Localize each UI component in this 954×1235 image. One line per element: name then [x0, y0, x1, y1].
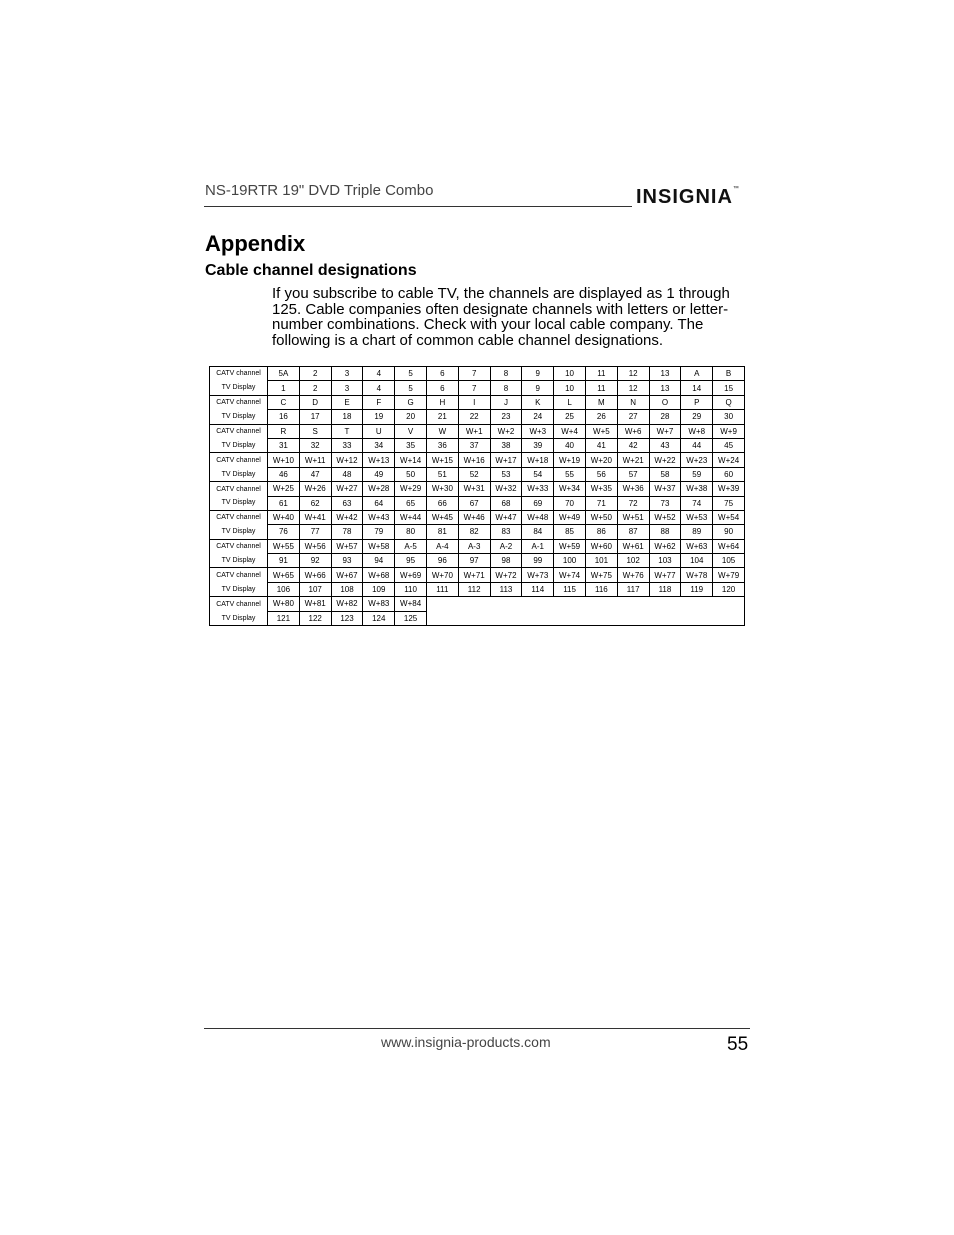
tv-display-cell: 109: [363, 582, 395, 596]
tv-display-cell: 45: [713, 438, 745, 452]
tv-display-cell: 76: [268, 525, 300, 539]
tv-display-cell: 35: [395, 438, 427, 452]
catv-row: [210, 453, 745, 467]
catv-channel-cell: W+51: [617, 510, 649, 524]
tv-display-cell: 17: [299, 410, 331, 424]
catv-channel-cell: 10: [554, 367, 586, 381]
tv-display-cell: 1: [268, 381, 300, 395]
tv-display-cell: 125: [395, 611, 427, 625]
tv-display-cell: 30: [713, 410, 745, 424]
catv-channel-cell: W+44: [395, 510, 427, 524]
catv-channel-cell: S: [299, 424, 331, 438]
tv-display-cell: 78: [331, 525, 363, 539]
tv-display-row: [210, 467, 745, 481]
tv-display-cell: 60: [713, 467, 745, 481]
catv-channel-cell: C: [268, 395, 300, 409]
catv-channel-cell: W+17: [490, 453, 522, 467]
tv-display-cell: 115: [554, 582, 586, 596]
tv-display-cell: 48: [331, 467, 363, 481]
catv-channel-cell: W+45: [426, 510, 458, 524]
tv-display-cell: 114: [522, 582, 554, 596]
tv-row-label: TV Display: [210, 611, 268, 625]
catv-channel-cell: W+41: [299, 510, 331, 524]
catv-channel-cell: U: [363, 424, 395, 438]
catv-channel-cell: W+78: [681, 568, 713, 582]
tv-display-cell: 51: [426, 467, 458, 481]
tv-display-cell: 90: [713, 525, 745, 539]
catv-channel-cell: A: [681, 367, 713, 381]
tv-display-cell: 74: [681, 496, 713, 510]
catv-channel-cell: H: [426, 395, 458, 409]
catv-row: [210, 367, 745, 381]
catv-row-label: CATV channel: [210, 568, 268, 582]
tv-display-cell: 65: [395, 496, 427, 510]
catv-channel-cell: A-4: [426, 539, 458, 553]
tv-row-label: TV Display: [210, 381, 268, 395]
catv-channel-cell: W+29: [395, 482, 427, 496]
catv-channel-cell: W+6: [617, 424, 649, 438]
tv-display-cell: 42: [617, 438, 649, 452]
catv-channel-cell: B: [713, 367, 745, 381]
catv-channel-cell: W+11: [299, 453, 331, 467]
catv-channel-cell: W+33: [522, 482, 554, 496]
tv-display-cell: 10: [554, 381, 586, 395]
catv-channel-cell: A-1: [522, 539, 554, 553]
catv-row: [210, 568, 745, 582]
tv-display-row: [210, 525, 745, 539]
tv-row-label: TV Display: [210, 496, 268, 510]
catv-channel-cell: W+81: [299, 597, 331, 611]
tv-display-cell: 82: [458, 525, 490, 539]
tv-display-cell: 79: [363, 525, 395, 539]
catv-channel-cell: W+32: [490, 482, 522, 496]
tv-display-cell: 117: [617, 582, 649, 596]
tv-display-cell: 64: [363, 496, 395, 510]
catv-channel-cell: 2: [299, 367, 331, 381]
tv-display-cell: 33: [331, 438, 363, 452]
catv-channel-cell: W+69: [395, 568, 427, 582]
catv-channel-cell: W+22: [649, 453, 681, 467]
tv-display-cell: 59: [681, 467, 713, 481]
catv-channel-cell: W+20: [585, 453, 617, 467]
tv-display-cell: 95: [395, 554, 427, 568]
tv-display-row: [210, 554, 745, 568]
catv-channel-cell: W+37: [649, 482, 681, 496]
catv-channel-cell: O: [649, 395, 681, 409]
document-title: NS-19RTR 19" DVD Triple Combo: [205, 182, 434, 199]
tv-display-cell: 63: [331, 496, 363, 510]
catv-channel-cell: 13: [649, 367, 681, 381]
tv-display-row: [210, 582, 745, 596]
catv-channel-cell: J: [490, 395, 522, 409]
catv-channel-cell: 5A: [268, 367, 300, 381]
tv-display-cell: 121: [268, 611, 300, 625]
catv-channel-cell: W+16: [458, 453, 490, 467]
catv-channel-cell: W+75: [585, 568, 617, 582]
tv-display-cell: 34: [363, 438, 395, 452]
catv-channel-cell: W+74: [554, 568, 586, 582]
tv-display-cell: 16: [268, 410, 300, 424]
catv-channel-cell: W+38: [681, 482, 713, 496]
tv-display-cell: 21: [426, 410, 458, 424]
tv-display-row: [210, 438, 745, 452]
tv-row-label: TV Display: [210, 525, 268, 539]
catv-channel-cell: 3: [331, 367, 363, 381]
catv-channel-cell: W+19: [554, 453, 586, 467]
tv-display-cell: 27: [617, 410, 649, 424]
catv-channel-cell: W+15: [426, 453, 458, 467]
catv-channel-cell: W+84: [395, 597, 427, 611]
catv-channel-cell: W+56: [299, 539, 331, 553]
tv-display-cell: 32: [299, 438, 331, 452]
catv-channel-cell: W+13: [363, 453, 395, 467]
tv-display-cell: 56: [585, 467, 617, 481]
tv-display-cell: 88: [649, 525, 681, 539]
tv-row-label: TV Display: [210, 410, 268, 424]
tv-display-cell: 80: [395, 525, 427, 539]
catv-channel-cell: W+50: [585, 510, 617, 524]
catv-channel-cell: 12: [617, 367, 649, 381]
tv-display-cell: 26: [585, 410, 617, 424]
tv-display-cell: 53: [490, 467, 522, 481]
catv-channel-cell: W: [426, 424, 458, 438]
catv-channel-cell: W+58: [363, 539, 395, 553]
catv-channel-cell: A-5: [395, 539, 427, 553]
tv-row-label: TV Display: [210, 582, 268, 596]
tv-display-cell: 13: [649, 381, 681, 395]
catv-channel-cell: W+39: [713, 482, 745, 496]
catv-channel-cell: V: [395, 424, 427, 438]
tv-display-cell: 99: [522, 554, 554, 568]
tv-display-cell: 108: [331, 582, 363, 596]
tv-display-cell: 110: [395, 582, 427, 596]
catv-channel-cell: W+30: [426, 482, 458, 496]
footer-divider: [204, 1028, 750, 1029]
tv-display-cell: 19: [363, 410, 395, 424]
catv-channel-cell: 5: [395, 367, 427, 381]
catv-row-label: CATV channel: [210, 453, 268, 467]
catv-channel-cell: G: [395, 395, 427, 409]
tv-display-cell: 6: [426, 381, 458, 395]
header-divider: [204, 206, 632, 207]
trademark-mark: ™: [732, 186, 739, 192]
catv-channel-cell: W+47: [490, 510, 522, 524]
catv-channel-cell: W+60: [585, 539, 617, 553]
tv-display-cell: 85: [554, 525, 586, 539]
catv-channel-cell: A-3: [458, 539, 490, 553]
tv-display-cell: 118: [649, 582, 681, 596]
tv-display-cell: 36: [426, 438, 458, 452]
catv-channel-cell: P: [681, 395, 713, 409]
tv-display-cell: 71: [585, 496, 617, 510]
catv-channel-cell: W+52: [649, 510, 681, 524]
catv-channel-cell: W+31: [458, 482, 490, 496]
tv-display-cell: 12: [617, 381, 649, 395]
catv-row-label: CATV channel: [210, 482, 268, 496]
tv-display-cell: 122: [299, 611, 331, 625]
tv-display-row: [210, 381, 745, 395]
catv-channel-cell: 11: [585, 367, 617, 381]
catv-channel-cell: W+54: [713, 510, 745, 524]
tv-display-cell: 75: [713, 496, 745, 510]
catv-channel-cell: L: [554, 395, 586, 409]
catv-row-label: CATV channel: [210, 597, 268, 611]
catv-channel-cell: W+24: [713, 453, 745, 467]
tv-display-cell: 62: [299, 496, 331, 510]
tv-display-cell: 22: [458, 410, 490, 424]
tv-display-cell: 14: [681, 381, 713, 395]
tv-display-cell: 11: [585, 381, 617, 395]
tv-display-cell: 44: [681, 438, 713, 452]
tv-display-cell: 116: [585, 582, 617, 596]
cable-channel-table: [209, 366, 745, 626]
catv-channel-cell: W+57: [331, 539, 363, 553]
tv-display-cell: 55: [554, 467, 586, 481]
catv-row: [210, 395, 745, 409]
tv-display-cell: 104: [681, 554, 713, 568]
tv-display-cell: 87: [617, 525, 649, 539]
tv-display-cell: 124: [363, 611, 395, 625]
tv-display-cell: 120: [713, 582, 745, 596]
catv-channel-cell: W+12: [331, 453, 363, 467]
catv-row-label: CATV channel: [210, 367, 268, 381]
footer-url: www.insignia-products.com: [381, 1034, 551, 1050]
catv-channel-cell: W+42: [331, 510, 363, 524]
tv-display-cell: 77: [299, 525, 331, 539]
catv-channel-cell: W+3: [522, 424, 554, 438]
catv-channel-cell: 8: [490, 367, 522, 381]
tv-display-cell: 68: [490, 496, 522, 510]
tv-display-cell: 91: [268, 554, 300, 568]
catv-channel-cell: W+62: [649, 539, 681, 553]
catv-channel-cell: M: [585, 395, 617, 409]
catv-channel-cell: W+55: [268, 539, 300, 553]
tv-display-cell: 119: [681, 582, 713, 596]
catv-channel-cell: I: [458, 395, 490, 409]
tv-display-cell: 39: [522, 438, 554, 452]
catv-channel-cell: T: [331, 424, 363, 438]
catv-channel-cell: W+61: [617, 539, 649, 553]
catv-channel-cell: W+7: [649, 424, 681, 438]
tv-display-cell: 49: [363, 467, 395, 481]
tv-row-label: TV Display: [210, 467, 268, 481]
tv-display-cell: 25: [554, 410, 586, 424]
tv-display-cell: 101: [585, 554, 617, 568]
tv-display-cell: 52: [458, 467, 490, 481]
catv-channel-cell: W+83: [363, 597, 395, 611]
catv-channel-cell: Q: [713, 395, 745, 409]
catv-row: [210, 597, 745, 611]
catv-channel-cell: W+82: [331, 597, 363, 611]
catv-channel-cell: 4: [363, 367, 395, 381]
catv-channel-cell: W+70: [426, 568, 458, 582]
tv-display-cell: 105: [713, 554, 745, 568]
tv-display-cell: 86: [585, 525, 617, 539]
page-heading: Appendix: [205, 231, 306, 256]
tv-display-cell: 102: [617, 554, 649, 568]
tv-display-cell: 66: [426, 496, 458, 510]
tv-display-cell: 46: [268, 467, 300, 481]
catv-channel-cell: W+63: [681, 539, 713, 553]
catv-channel-cell: W+68: [363, 568, 395, 582]
tv-display-cell: 15: [713, 381, 745, 395]
catv-row-label: CATV channel: [210, 424, 268, 438]
catv-channel-cell: W+8: [681, 424, 713, 438]
catv-channel-cell: W+76: [617, 568, 649, 582]
tv-display-cell: 70: [554, 496, 586, 510]
catv-channel-cell: W+40: [268, 510, 300, 524]
tv-display-cell: 100: [554, 554, 586, 568]
tv-display-cell: 8: [490, 381, 522, 395]
tv-display-cell: 4: [363, 381, 395, 395]
catv-channel-cell: W+35: [585, 482, 617, 496]
tv-display-row: [210, 410, 745, 424]
tv-display-cell: 9: [522, 381, 554, 395]
catv-channel-cell: W+4: [554, 424, 586, 438]
catv-channel-cell: F: [363, 395, 395, 409]
tv-display-cell: 123: [331, 611, 363, 625]
tv-display-cell: 81: [426, 525, 458, 539]
catv-channel-cell: 6: [426, 367, 458, 381]
catv-row-label: CATV channel: [210, 510, 268, 524]
tv-display-cell: 7: [458, 381, 490, 395]
tv-display-cell: 106: [268, 582, 300, 596]
catv-channel-cell: W+48: [522, 510, 554, 524]
tv-display-cell: 38: [490, 438, 522, 452]
tv-display-cell: 67: [458, 496, 490, 510]
tv-display-cell: 28: [649, 410, 681, 424]
tv-row-label: TV Display: [210, 438, 268, 452]
section-heading: Cable channel designations: [205, 262, 417, 279]
catv-row: [210, 482, 745, 496]
tv-display-cell: 98: [490, 554, 522, 568]
tv-display-cell: 112: [458, 582, 490, 596]
channel-table-body: [210, 367, 745, 626]
tv-display-cell: 47: [299, 467, 331, 481]
catv-channel-cell: K: [522, 395, 554, 409]
catv-channel-cell: W+18: [522, 453, 554, 467]
tv-display-cell: 107: [299, 582, 331, 596]
catv-channel-cell: W+64: [713, 539, 745, 553]
tv-display-cell: 103: [649, 554, 681, 568]
tv-display-row: [210, 496, 745, 510]
catv-channel-cell: W+49: [554, 510, 586, 524]
catv-channel-cell: 7: [458, 367, 490, 381]
tv-display-cell: 18: [331, 410, 363, 424]
tv-display-cell: 43: [649, 438, 681, 452]
tv-display-cell: 92: [299, 554, 331, 568]
catv-channel-cell: W+80: [268, 597, 300, 611]
catv-channel-cell: W+43: [363, 510, 395, 524]
tv-display-cell: 31: [268, 438, 300, 452]
tv-display-cell: 94: [363, 554, 395, 568]
page-number: 55: [727, 1034, 749, 1055]
catv-channel-cell: W+21: [617, 453, 649, 467]
tv-display-cell: 69: [522, 496, 554, 510]
tv-display-cell: 83: [490, 525, 522, 539]
catv-channel-cell: R: [268, 424, 300, 438]
catv-channel-cell: W+23: [681, 453, 713, 467]
catv-channel-cell: N: [617, 395, 649, 409]
tv-display-cell: 29: [681, 410, 713, 424]
catv-channel-cell: W+71: [458, 568, 490, 582]
catv-channel-cell: E: [331, 395, 363, 409]
tv-display-cell: 5: [395, 381, 427, 395]
tv-display-cell: 41: [585, 438, 617, 452]
tv-display-cell: 73: [649, 496, 681, 510]
catv-channel-cell: W+14: [395, 453, 427, 467]
catv-channel-cell: W+79: [713, 568, 745, 582]
tv-display-cell: 58: [649, 467, 681, 481]
tv-display-cell: 24: [522, 410, 554, 424]
tv-display-cell: 93: [331, 554, 363, 568]
catv-channel-cell: W+1: [458, 424, 490, 438]
tv-display-cell: 54: [522, 467, 554, 481]
catv-channel-cell: W+65: [268, 568, 300, 582]
tv-display-cell: 40: [554, 438, 586, 452]
catv-channel-cell: W+59: [554, 539, 586, 553]
tv-display-cell: 96: [426, 554, 458, 568]
catv-channel-cell: W+66: [299, 568, 331, 582]
catv-channel-cell: W+34: [554, 482, 586, 496]
tv-display-cell: 3: [331, 381, 363, 395]
catv-channel-cell: D: [299, 395, 331, 409]
catv-channel-cell: 9: [522, 367, 554, 381]
catv-channel-cell: W+10: [268, 453, 300, 467]
catv-channel-cell: W+28: [363, 482, 395, 496]
tv-display-cell: 97: [458, 554, 490, 568]
catv-channel-cell: W+27: [331, 482, 363, 496]
catv-channel-cell: W+72: [490, 568, 522, 582]
tv-display-cell: 72: [617, 496, 649, 510]
catv-row-label: CATV channel: [210, 395, 268, 409]
catv-channel-cell: W+36: [617, 482, 649, 496]
tv-display-cell: 2: [299, 381, 331, 395]
logo-text: INSIGNIA: [636, 186, 733, 208]
catv-channel-cell: W+26: [299, 482, 331, 496]
catv-channel-cell: A-2: [490, 539, 522, 553]
tv-display-cell: 23: [490, 410, 522, 424]
tv-display-cell: 84: [522, 525, 554, 539]
intro-paragraph: If you subscribe to cable TV, the channels are displayed as 1 through 125. Cable companies often designate channels with letters or letter-number combinations. Check with your local cable company. The following is a chart of common cable channel designations.: [272, 285, 730, 349]
catv-channel-cell: W+5: [585, 424, 617, 438]
catv-channel-cell: W+73: [522, 568, 554, 582]
tv-display-cell: 111: [426, 582, 458, 596]
catv-channel-cell: W+25: [268, 482, 300, 496]
catv-channel-cell: W+9: [713, 424, 745, 438]
catv-channel-cell: W+77: [649, 568, 681, 582]
tv-display-cell: 57: [617, 467, 649, 481]
catv-channel-cell: W+46: [458, 510, 490, 524]
catv-row-label: CATV channel: [210, 539, 268, 553]
catv-channel-cell: W+2: [490, 424, 522, 438]
tv-display-cell: 50: [395, 467, 427, 481]
catv-row: [210, 539, 745, 553]
tv-display-cell: 89: [681, 525, 713, 539]
catv-channel-cell: W+67: [331, 568, 363, 582]
tv-display-cell: 61: [268, 496, 300, 510]
tv-display-cell: 37: [458, 438, 490, 452]
tv-display-cell: 113: [490, 582, 522, 596]
tv-row-label: TV Display: [210, 554, 268, 568]
empty-cell: [426, 597, 744, 626]
catv-channel-cell: W+53: [681, 510, 713, 524]
catv-row: [210, 424, 745, 438]
catv-row: [210, 510, 745, 524]
tv-display-cell: 20: [395, 410, 427, 424]
insignia-logo: [636, 186, 739, 209]
